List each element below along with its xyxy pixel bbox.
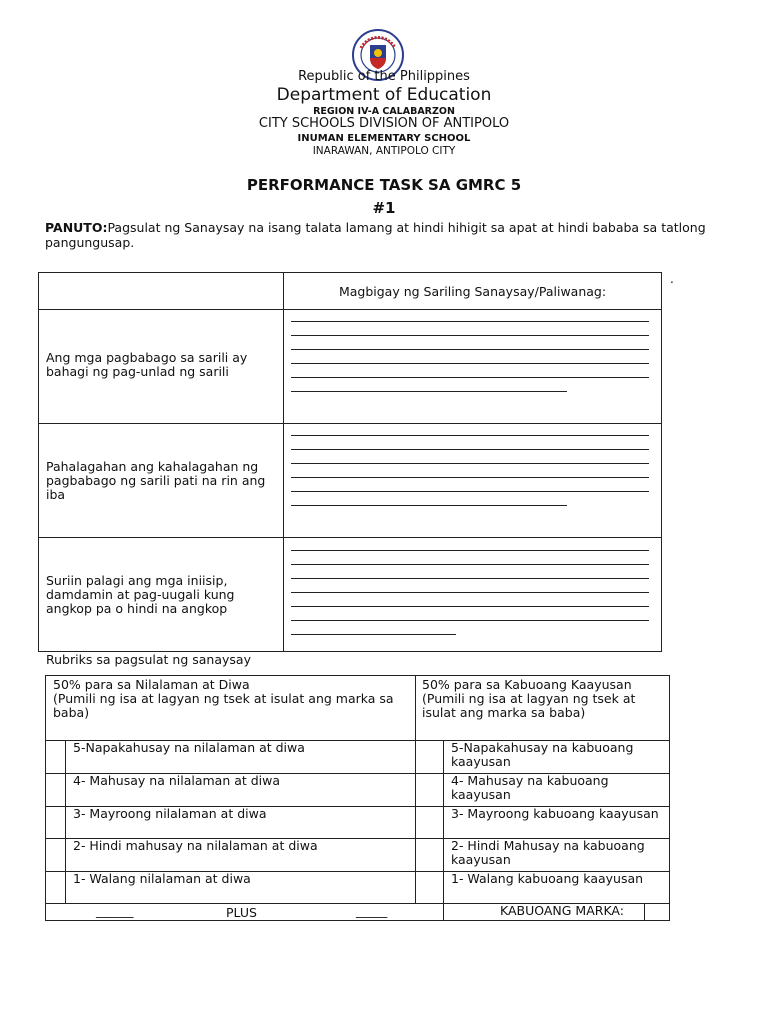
check-cell-order-1[interactable]	[416, 872, 443, 903]
writing-line[interactable]	[291, 435, 649, 436]
rubric-table	[45, 675, 670, 921]
school-text: INUMAN ELEMENTARY SCHOOL	[297, 133, 471, 144]
page-title: PERFORMANCE TASK SA GMRC 5	[246, 176, 522, 194]
writing-line[interactable]	[291, 321, 649, 322]
rubric-content-item-2: 2- Hindi mahusay na nilalaman at diwa	[73, 838, 318, 853]
writing-line[interactable]	[291, 391, 567, 392]
check-cell-content-1[interactable]	[46, 872, 65, 903]
check-cell-content-2[interactable]	[46, 839, 65, 871]
rubric-content-item-5: 5-Napakahusay na nilalaman at diwa	[73, 740, 305, 755]
rubric-order-item-5: 5-Napakahusay na kabuoang kaayusan	[451, 740, 634, 769]
task-number: #1	[372, 199, 396, 217]
task-column-header: Magbigay ng Sariling Sanaysay/Paliwanag:	[338, 283, 607, 299]
check-cell-order-3[interactable]	[416, 807, 443, 838]
writing-line[interactable]	[291, 491, 649, 492]
writing-line[interactable]	[291, 550, 649, 551]
instruction	[45, 220, 735, 250]
region-text: REGION IV-A CALABARZON	[313, 106, 455, 117]
writing-line[interactable]	[291, 592, 649, 593]
score-blank-order[interactable]: _____	[356, 903, 388, 918]
task-prompt-3: Suriin palagi ang mga iniisip, damdamin at pag-uugali kung angkop pa o hindi na angkop	[46, 573, 235, 616]
rubric-right-header: 50% para sa Kabuoang Kaayusan (Pumili ng isa at lagyan ng tsek at isulat ang marka sa baba)	[422, 677, 636, 720]
rubric-order-item-3: 3- Mayroong kabuoang kaayusan	[451, 806, 659, 821]
writing-line[interactable]	[291, 505, 567, 506]
writing-line[interactable]	[291, 363, 649, 364]
check-cell-order-5[interactable]	[416, 741, 443, 773]
writing-line[interactable]	[291, 634, 456, 635]
total-score-field[interactable]	[645, 904, 669, 921]
check-cell-content-3[interactable]	[46, 807, 65, 838]
address-text: INARAWAN, ANTIPOLO CITY	[312, 145, 456, 157]
check-cell-content-5[interactable]	[46, 741, 65, 773]
instruction-label: PANUTO:	[45, 220, 108, 235]
rubric-order-item-4: 4- Mahusay na kabuoang kaayusan	[451, 773, 609, 802]
writing-line[interactable]	[291, 463, 649, 464]
writing-line[interactable]	[291, 620, 649, 621]
rubric-left-header: 50% para sa Nilalaman at Diwa (Pumili ng isa at lagyan ng tsek at isulat ang marka sa baba)	[53, 677, 394, 720]
writing-line[interactable]	[291, 449, 649, 450]
task-prompt-2: Pahalagahan ang kahalagahan ng pagbabago ng sarili pati na rin ang iba	[46, 459, 266, 502]
rubric-content-item-4: 4- Mahusay na nilalaman at diwa	[73, 773, 281, 788]
writing-line[interactable]	[291, 377, 649, 378]
rubric-content-item-3: 3- Mayroong nilalaman at diwa	[73, 806, 267, 821]
rubric-order-item-2: 2- Hindi Mahusay na kabuoang kaayusan	[451, 838, 645, 867]
division-text: CITY SCHOOLS DIVISION OF ANTIPOLO	[258, 116, 510, 131]
task-table	[38, 272, 662, 652]
rubric-content-item-1: 1- Walang nilalaman at diwa	[73, 871, 251, 886]
check-cell-order-2[interactable]	[416, 839, 443, 871]
check-cell-order-4[interactable]	[416, 774, 443, 806]
total-score-label: KABUOANG MARKA:	[500, 903, 624, 918]
rubric-order-item-1: 1- Walang kabuoang kaayusan	[451, 871, 644, 886]
rubric-caption: Rubriks sa pagsulat ng sanaysay	[46, 652, 251, 667]
stray-mark: .	[670, 272, 674, 286]
writing-line[interactable]	[291, 564, 649, 565]
writing-line[interactable]	[291, 606, 649, 607]
score-blank-content[interactable]: ______	[96, 903, 134, 918]
writing-line[interactable]	[291, 477, 649, 478]
department-text: Department of Education	[276, 85, 492, 105]
check-cell-content-4[interactable]	[46, 774, 65, 806]
republic-text: Republic of the Philippines	[298, 69, 470, 84]
writing-line[interactable]	[291, 349, 649, 350]
instruction-text: Pagsulat ng Sanaysay na isang talata lamang at hindi hihigit sa apat at hindi bababa sa tatlong pangungusap.	[45, 220, 706, 250]
writing-line[interactable]	[291, 578, 649, 579]
task-prompt-1: Ang mga pagbabago sa sarili ay bahagi ng pag-unlad ng sarili	[46, 350, 248, 379]
writing-line[interactable]	[291, 335, 649, 336]
plus-label: PLUS	[226, 905, 257, 920]
